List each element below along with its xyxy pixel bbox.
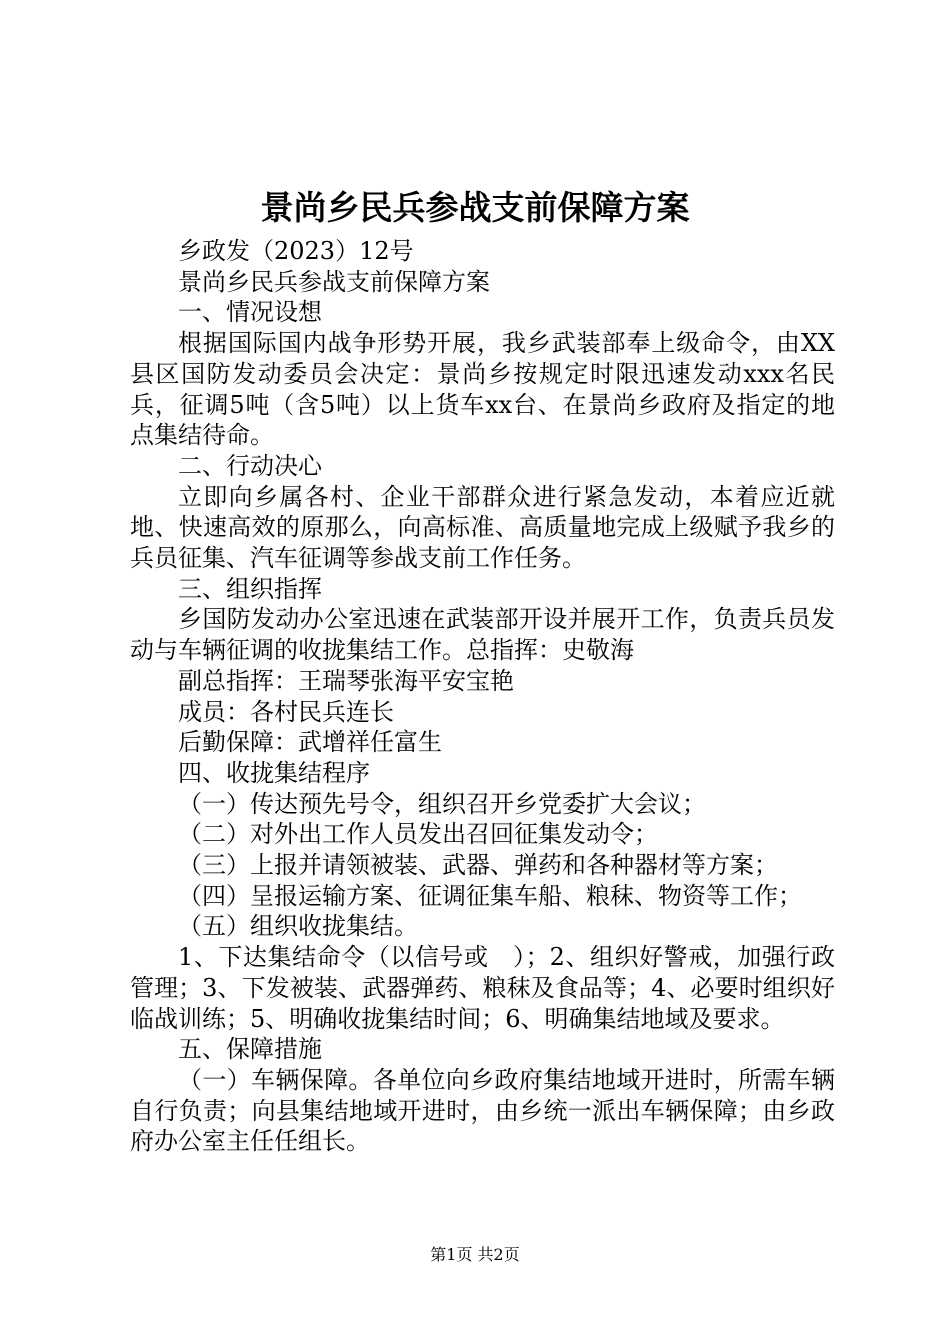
- document-number: 乡政发（2023）12号: [178, 237, 414, 265]
- list-item: （五）组织收拢集结。: [178, 912, 418, 941]
- paragraph: 根据国际国内战争形势开展，我乡武装部奉上级命令，由XX县区国防发动委员会决定：景尚乡按规定时限迅速发动xxx名民兵，征调5吨（含5吨）以上货车xx台、在景尚乡政府及指定的地点集结待命。: [130, 329, 835, 450]
- paragraph: 1、下达集结命令（以信号或 ）；2、组织好警戒，加强行政管理；3、下发被装、武器弹药、粮秣及食品等；4、必要时组织好临战训练；5、明确收拢集结时间；6、明确集结地域及要求。: [130, 943, 835, 1033]
- document-title: 景尚乡民兵参战支前保障方案: [260, 188, 690, 227]
- list-item: （一）传达预先号令，组织召开乡党委扩大会议；: [178, 789, 706, 818]
- list-item: （四）呈报运输方案、征调征集车船、粮秣、物资等工作；: [178, 881, 802, 910]
- page-footer: 第1页 共2页: [430, 1245, 520, 1264]
- section-heading: 三、组织指挥: [178, 574, 322, 603]
- section-heading: 二、行动决心: [178, 451, 322, 480]
- paragraph: 成员：各村民兵连长: [178, 697, 394, 726]
- paragraph: 副总指挥：王瑞琴张海平安宝艳: [178, 666, 514, 695]
- paragraph: 乡国防发动办公室迅速在武装部开设并展开工作，负责兵员发动与车辆征调的收拢集结工作。总指挥：史敬海: [130, 605, 835, 665]
- list-item: （三）上报并请领被装、武器、弹药和各种器材等方案；: [178, 851, 778, 880]
- list-item: （二）对外出工作人员发出召回征集发动令；: [178, 820, 658, 849]
- section-heading: 五、保障措施: [178, 1035, 322, 1064]
- paragraph: 立即向乡属各村、企业干部群众进行紧急发动，本着应近就地、快速高效的原那么，向高标准、高质量地完成上级赋予我乡的兵员征集、汽车征调等参战支前工作任务。: [130, 482, 835, 573]
- subtitle: 景尚乡民兵参战支前保障方案: [178, 267, 490, 296]
- section-heading: 一、情况设想: [178, 298, 322, 327]
- section-heading: 四、收拢集结程序: [178, 758, 370, 787]
- paragraph: （一）车辆保障。各单位向乡政府集结地域开进时，所需车辆自行负责；向县集结地域开进时，由乡统一派出车辆保障；由乡政府办公室主任任组长。: [130, 1065, 835, 1156]
- paragraph: 后勤保障：武增祥任富生: [178, 728, 442, 757]
- document-body: [130, 236, 835, 1157]
